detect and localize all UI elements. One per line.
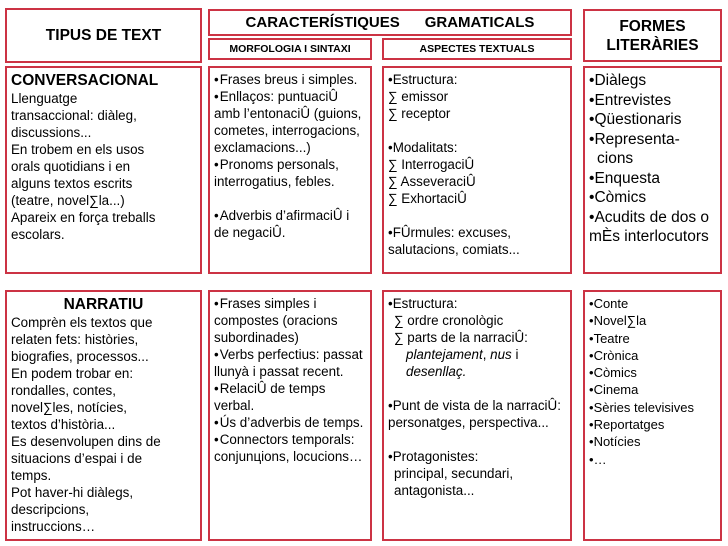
narratiu-morfologia-item: • Connectors temporals: conjunцions, locucions… <box>214 431 366 465</box>
narratiu-line: Comprèn els textos que <box>11 315 153 330</box>
narratiu-forma-item: •Cinema <box>589 382 639 398</box>
conversacional-line: (teatre, novel∑la...) <box>11 193 125 208</box>
narratiu-forma-item: •… <box>589 451 607 467</box>
header-formes <box>583 9 722 62</box>
narratiu-description-cell <box>5 290 202 541</box>
narratiu-forma-item: •Conte <box>589 296 629 311</box>
conversacional-title: CONVERSACIONAL <box>11 72 159 89</box>
header-tipus-de-text <box>5 8 202 63</box>
conversacional-aspectes-line: •Estructura: <box>388 72 458 87</box>
narratiu-line: textos d’història... <box>11 417 116 432</box>
conversacional-morfologia-item: • Enllaços: puntuaciÛ amb l’entonaciÛ (guions, cometes, interrogacions, exclamacions...) <box>214 88 366 156</box>
header-morfologia <box>208 38 372 60</box>
narratiu-ordre: ∑ ordre cronològic <box>394 313 504 328</box>
narratiu-parts-detail: plantejament, nus i <box>406 347 523 362</box>
narratiu-line: rondalles, contes, <box>11 383 116 398</box>
narratiu-protagonistes-detail: principal, secundari, antagonista... <box>394 466 514 498</box>
spacer <box>388 431 566 448</box>
header-formes-line2: LITERÀRIES <box>606 36 699 54</box>
conversacional-forma-item: •Acudits de dos o mÈs interlocutors <box>589 208 710 245</box>
conversacional-morfologia-item: • Pronoms personals, interrogatius, febles. <box>214 156 366 190</box>
conversacional-aspectes-line: ∑ AsseveraciÛ <box>388 174 476 189</box>
narratiu-line: Es desenvolupen dins de <box>11 434 161 449</box>
conversacional-line: discussions... <box>11 125 92 140</box>
narratiu-title: NARRATIU <box>63 296 144 313</box>
header-formes-line1: FORMES <box>619 17 686 35</box>
conversacional-forma-item: •Enquesta <box>589 169 660 187</box>
conversacional-forma-item: •Qüestionaris <box>589 111 682 128</box>
narratiu-forma-item: •Reportatges <box>589 417 665 433</box>
conversacional-formes-cell <box>583 66 722 274</box>
narratiu-line: novel∑les, notícies, <box>11 400 127 415</box>
conversacional-aspectes-line: •Modalitats: <box>388 140 458 155</box>
conversacional-line: transaccional: diàleg, <box>11 108 137 123</box>
conversacional-aspectes-line: ∑ receptor <box>388 106 451 121</box>
spacer <box>388 207 566 224</box>
conversacional-forma-item: •Diàlegs <box>589 72 647 89</box>
narratiu-desenllac: desenllaç. <box>406 364 467 379</box>
narratiu-morfologia-item: • Frases simples i compostes (oracions subordinades) <box>214 295 366 346</box>
narratiu-morfologia-item: • RelaciÛ de temps verbal. <box>214 380 366 414</box>
spacer <box>388 122 566 139</box>
conversacional-forma-item: cions <box>597 150 634 167</box>
header-tipus-label: TIPUS DE TEXT <box>45 26 162 44</box>
narratiu-line: descripcions, <box>11 502 90 517</box>
conversacional-line: alguns textos escrits <box>11 176 133 191</box>
narratiu-punt-de-vista: •Punt de vista de la narraciÛ: personatges, perspectiva... <box>388 398 561 430</box>
narratiu-protagonistes: •Protagonistes: <box>388 449 479 464</box>
header-morfologia-label: MORFOLOGIA I SINTAXI <box>229 43 351 55</box>
conversacional-aspectes-cell <box>382 66 572 274</box>
conversacional-aspectes-line: ∑ InterrogaciÛ <box>388 157 475 172</box>
narratiu-line: biografies, processos... <box>11 349 149 364</box>
conversacional-line: En trobem en els usos <box>11 142 145 157</box>
narratiu-line: En podem trobar en: <box>11 366 134 381</box>
conversacional-description-cell <box>5 66 202 274</box>
narratiu-parts: ∑ parts de la narraciÛ: <box>394 330 528 345</box>
spacer <box>388 380 566 397</box>
conversacional-aspectes-line: •FÛrmules: excuses, salutacions, comiats... <box>388 225 520 257</box>
narratiu-line: relaten fets: històries, <box>11 332 139 347</box>
narratiu-formes-cell <box>583 290 722 541</box>
conversacional-morfologia-item: • Frases breus i simples. <box>214 71 366 88</box>
header-caracteristiques-label: CARACTERÍSTIQUES GRAMATICALS <box>245 14 535 31</box>
conversacional-line: escolars. <box>11 227 65 242</box>
narratiu-line: instruccions… <box>11 519 96 534</box>
narratiu-forma-item: •Notícies <box>589 434 641 450</box>
spacer <box>214 190 366 207</box>
header-aspectes-label: ASPECTES TEXTUALS <box>419 43 535 55</box>
conversacional-forma-item: •Còmics <box>589 189 647 206</box>
conversacional-aspectes-line: ∑ emissor <box>388 89 449 104</box>
narratiu-forma-item: •Novel∑la <box>589 313 647 329</box>
conversacional-forma-item: •Entrevistes <box>589 91 672 109</box>
conversacional-line: orals quotidians i en <box>11 159 131 174</box>
narratiu-forma-item: •Sèries televisives <box>589 399 694 415</box>
conversacional-morfologia-cell <box>208 66 372 274</box>
conversacional-line: Llenguatge <box>11 91 78 106</box>
narratiu-morfologia-item: • Verbs perfectius: passat llunyà i passat recent. <box>214 346 366 380</box>
narratiu-forma-item: •Còmics <box>589 365 637 381</box>
narratiu-forma-item: •Crònica <box>589 347 639 363</box>
narratiu-forma-item: •Teatre <box>589 330 630 346</box>
conversacional-morfologia-item: • Adverbis d’afirmaciÛ i de negaciÛ. <box>214 207 366 241</box>
header-aspectes <box>382 38 572 60</box>
narratiu-morfologia-cell <box>208 290 372 541</box>
conversacional-line: Apareix en força treballs <box>11 210 156 225</box>
narratiu-morfologia-item: • Ús d’adverbis de temps. <box>214 414 366 431</box>
narratiu-estructura: •Estructura: <box>388 296 458 311</box>
narratiu-aspectes-cell <box>382 290 572 541</box>
conversacional-forma-item: •Representa- <box>589 130 680 148</box>
narratiu-line: Pot haver-hi diàlegs, <box>11 485 134 500</box>
conversacional-aspectes-line: ∑ ExhortaciÛ <box>388 191 467 206</box>
narratiu-line: temps. <box>11 468 52 483</box>
narratiu-line: situacions d’espai i de <box>11 451 143 466</box>
header-caracteristiques <box>208 9 572 36</box>
